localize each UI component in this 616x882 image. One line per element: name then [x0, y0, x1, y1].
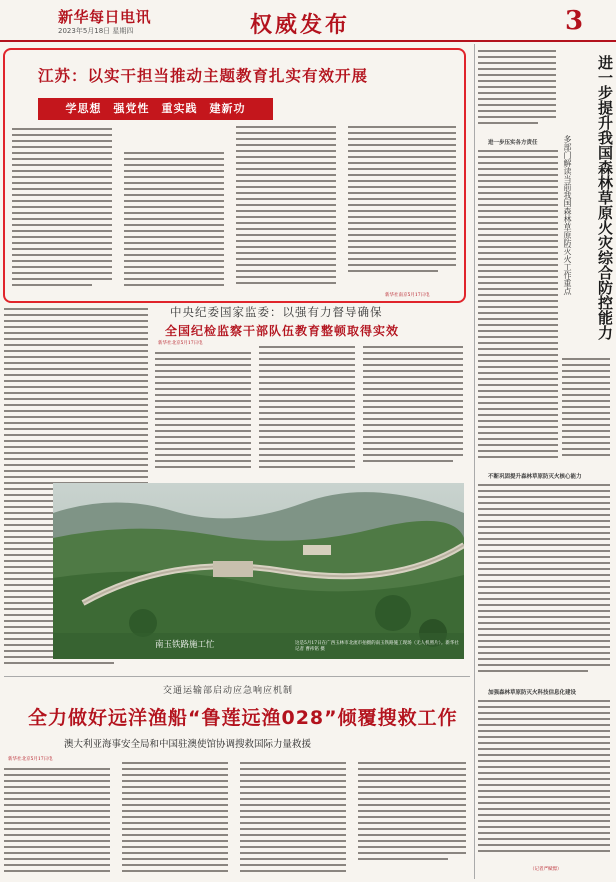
- middle-article-body: [155, 346, 467, 476]
- right-article-byline: （记者严赋憬）: [530, 867, 562, 872]
- bottom-body-lines: [4, 762, 470, 878]
- lead-article-body: [12, 126, 462, 298]
- middle-article-kicker: 中央纪委国家监委：以强有力督导确保: [170, 305, 383, 319]
- masthead-rule: [0, 40, 616, 42]
- right-section-heading-b: 不断巩固提升森林草原防灭火核心能力: [488, 474, 582, 480]
- right-article-body-c: [478, 698, 612, 868]
- photo-caption: 这是5月17日在广西玉林市北流市拍摄的南玉铁路施工现场（无人机照片）。新华社记者 曹祎铭 摄: [295, 641, 459, 652]
- news-photo[interactable]: [53, 483, 464, 659]
- bottom-article-subtitle: 澳大利亚海事安全局和中国驻澳使馆协调搜救国际力量救援: [64, 739, 312, 750]
- masthead: [0, 0, 616, 40]
- right-article-body-top: [478, 48, 558, 128]
- middle-body-lines: [155, 346, 467, 476]
- section-title: 权威发布: [250, 13, 351, 38]
- right-body-lines-c: [478, 698, 612, 868]
- bottom-divider: [4, 676, 470, 677]
- bottom-article-body: [4, 762, 470, 878]
- lead-body-lines: [12, 126, 462, 298]
- right-body-lines-top: [478, 48, 558, 128]
- middle-article-title[interactable]: 全国纪检监察干部队伍教育整顿取得实效: [165, 324, 400, 338]
- issue-date: 2023年5月18日 星期四: [58, 27, 134, 35]
- right-body-lines-a: [478, 148, 612, 466]
- right-article-subtitle: 多部门解读当前我国森林草原防灭火工作重点: [563, 135, 572, 295]
- right-body-lines-b: [478, 482, 612, 682]
- lead-article-slogan: 学思想 强党性 重实践 建新功: [38, 98, 273, 120]
- lead-article-title[interactable]: 江苏：以实干担当推动主题教育扎实有效开展: [38, 67, 369, 85]
- bottom-article-kicker: 交通运输部启动应急响应机制: [163, 686, 294, 696]
- right-article-body-a: [478, 148, 612, 466]
- right-section-heading-c: 加强森林草原防灭火科技信息化建设: [488, 690, 577, 696]
- bottom-article-title[interactable]: 全力做好远洋渔船“鲁莲远渔028”倾覆搜救工作: [28, 707, 458, 729]
- lead-article-byline: 新华社南京5月17日电: [385, 293, 430, 298]
- newspaper-logo: 新华每日电讯: [58, 8, 152, 26]
- right-article-title[interactable]: 进一步提升我国森林草原火灾综合防控能力: [596, 55, 614, 340]
- right-column-divider: [474, 44, 475, 879]
- bottom-article-byline: 新华社北京5月17日电: [8, 757, 53, 762]
- right-section-heading-a: 进一步压实各方责任: [488, 140, 538, 146]
- right-article-body-b: [478, 482, 612, 682]
- middle-article-byline: 新华社北京5月17日电: [158, 341, 203, 346]
- page-number: 3: [565, 6, 584, 36]
- photo-label: 南玉铁路施工忙: [155, 640, 215, 650]
- railway-construction-photo: [53, 483, 464, 659]
